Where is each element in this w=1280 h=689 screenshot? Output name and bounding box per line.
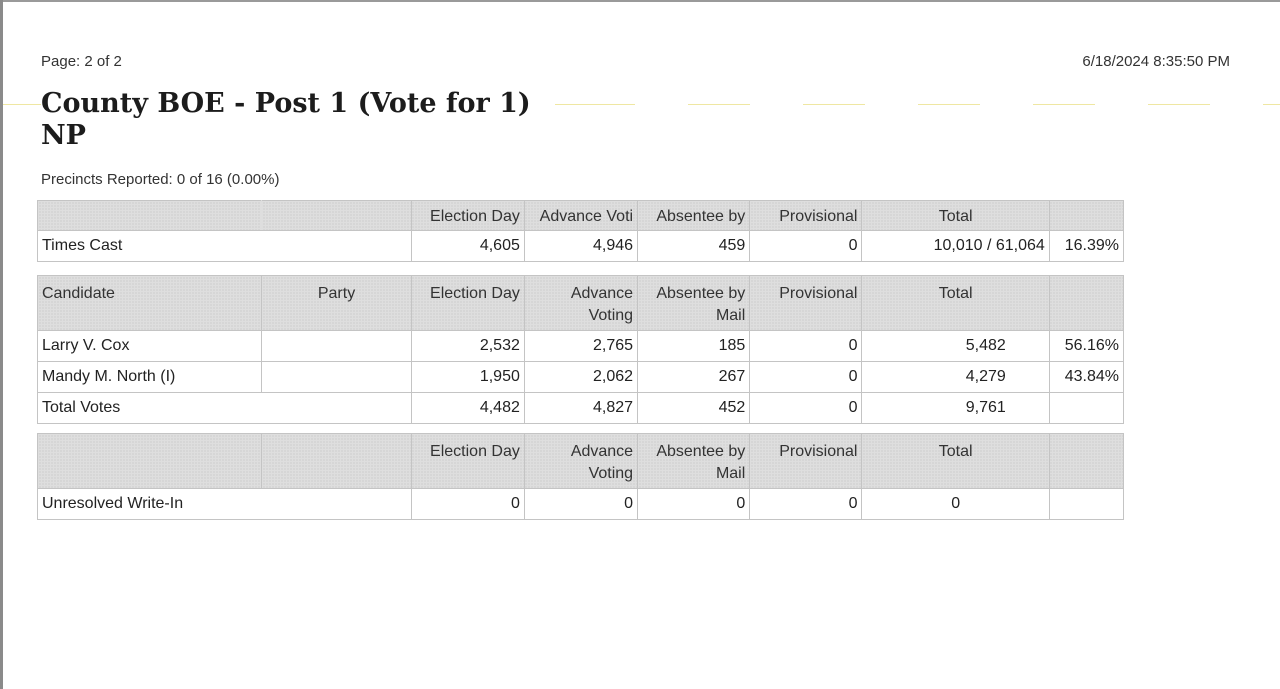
- cell-absentee: 0: [638, 489, 750, 520]
- header-election-day: Election Day: [411, 276, 524, 331]
- cell-advance-voting: 4,946: [524, 231, 637, 262]
- times-cast-table: [37, 200, 1124, 262]
- cell-absentee: 452: [638, 393, 750, 424]
- row-label: Unresolved Write-In: [38, 489, 412, 520]
- header-provisional: Provisional: [750, 434, 862, 489]
- header-cell: [1049, 434, 1123, 489]
- header-cell: [1049, 276, 1123, 331]
- cell-percent: [1049, 393, 1123, 424]
- header-absentee-line2: Mail: [715, 307, 746, 324]
- cell-advance-voting: 0: [524, 489, 637, 520]
- header-advance-voting: [524, 434, 637, 489]
- guide-line: [1263, 104, 1280, 105]
- header-absentee-line2: Mail: [715, 465, 746, 482]
- header-absentee: [638, 434, 750, 489]
- cell-absentee: 185: [638, 331, 750, 362]
- cell-total: 0: [862, 489, 1049, 520]
- row-label: Times Cast: [38, 231, 412, 262]
- cell-total: 4,279: [862, 362, 1049, 393]
- precincts-reported: Precincts Reported: 0 of 16 (0.00%): [41, 171, 280, 188]
- cell-provisional: 0: [750, 393, 862, 424]
- cell-advance-voting: 2,062: [524, 362, 637, 393]
- cell-total: 9,761: [862, 393, 1049, 424]
- cell-election-day: 0: [411, 489, 524, 520]
- candidate-results-table: [37, 275, 1124, 424]
- cell-total: 10,010 / 61,064: [862, 231, 1049, 262]
- page-number: Page: 2 of 2: [41, 53, 122, 70]
- header-candidate: Candidate: [38, 276, 262, 331]
- cell-provisional: 0: [750, 331, 862, 362]
- cell-election-day: 4,605: [411, 231, 524, 262]
- guide-line: [555, 104, 635, 105]
- header-provisional: Provisional: [750, 276, 862, 331]
- contest-title-line: County BOE - Post 1 (Vote for 1): [41, 88, 531, 119]
- header-advance-line2: Voting: [588, 307, 634, 324]
- row-label: Total Votes: [38, 393, 412, 424]
- header-cell: [1049, 201, 1123, 231]
- contest-party-line: NP: [41, 120, 86, 151]
- header-cell: [262, 201, 411, 231]
- header-total: Total: [862, 201, 1049, 231]
- cell-provisional: 0: [750, 489, 862, 520]
- header-advance-voting: Advance Voti: [524, 201, 637, 231]
- header-absentee: [638, 276, 750, 331]
- header-party: Party: [262, 276, 411, 331]
- cell-provisional: 0: [750, 231, 862, 262]
- cell-advance-voting: 4,827: [524, 393, 637, 424]
- write-in-table: [37, 433, 1124, 520]
- candidate-name: Mandy M. North (I): [38, 362, 262, 393]
- guide-line: [918, 104, 980, 105]
- window-top-border: [0, 0, 1280, 2]
- guide-line: [803, 104, 865, 105]
- guide-line: [1148, 104, 1210, 105]
- header-cell: [38, 201, 262, 231]
- header-total: Total: [862, 434, 1049, 489]
- header-advance-line1: Advance: [570, 285, 634, 302]
- candidate-party: [262, 362, 411, 393]
- candidate-party: [262, 331, 411, 362]
- guide-line: [688, 104, 750, 105]
- candidate-name: Larry V. Cox: [38, 331, 262, 362]
- header-advance-line1: Advance: [570, 443, 634, 460]
- table-row: [38, 489, 1124, 520]
- cell-election-day: 2,532: [411, 331, 524, 362]
- header-provisional: Provisional: [750, 201, 862, 231]
- cell-election-day: 4,482: [411, 393, 524, 424]
- cell-percent: [1049, 489, 1123, 520]
- report-timestamp: 6/18/2024 8:35:50 PM: [1082, 53, 1230, 70]
- header-election-day: Election Day: [411, 201, 524, 231]
- cell-percent: 43.84%: [1049, 362, 1123, 393]
- header-total: Total: [862, 276, 1049, 331]
- header-cell: [38, 434, 262, 489]
- table-row: [38, 331, 1124, 362]
- header-cell: [262, 434, 411, 489]
- cell-percent: 56.16%: [1049, 331, 1123, 362]
- cell-absentee: 267: [638, 362, 750, 393]
- cell-advance-voting: 2,765: [524, 331, 637, 362]
- header-absentee-line1: Absentee by: [656, 285, 746, 302]
- header-absentee: Absentee by: [638, 201, 750, 231]
- header-advance-line2: Voting: [588, 465, 634, 482]
- header-advance-voting: [524, 276, 637, 331]
- table-row: [38, 362, 1124, 393]
- guide-line: [1033, 104, 1095, 105]
- table-row: [38, 231, 1124, 262]
- cell-election-day: 1,950: [411, 362, 524, 393]
- header-absentee-line1: Absentee by: [656, 443, 746, 460]
- cell-total: 5,482: [862, 331, 1049, 362]
- header-election-day: Election Day: [411, 434, 524, 489]
- table-header-row: [38, 201, 1124, 231]
- table-header-row: [38, 276, 1124, 331]
- cell-provisional: 0: [750, 362, 862, 393]
- contest-title: [41, 88, 531, 152]
- total-votes-row: [38, 393, 1124, 424]
- cell-absentee: 459: [638, 231, 750, 262]
- table-header-row: [38, 434, 1124, 489]
- cell-percent: 16.39%: [1049, 231, 1123, 262]
- guide-line: [3, 104, 41, 105]
